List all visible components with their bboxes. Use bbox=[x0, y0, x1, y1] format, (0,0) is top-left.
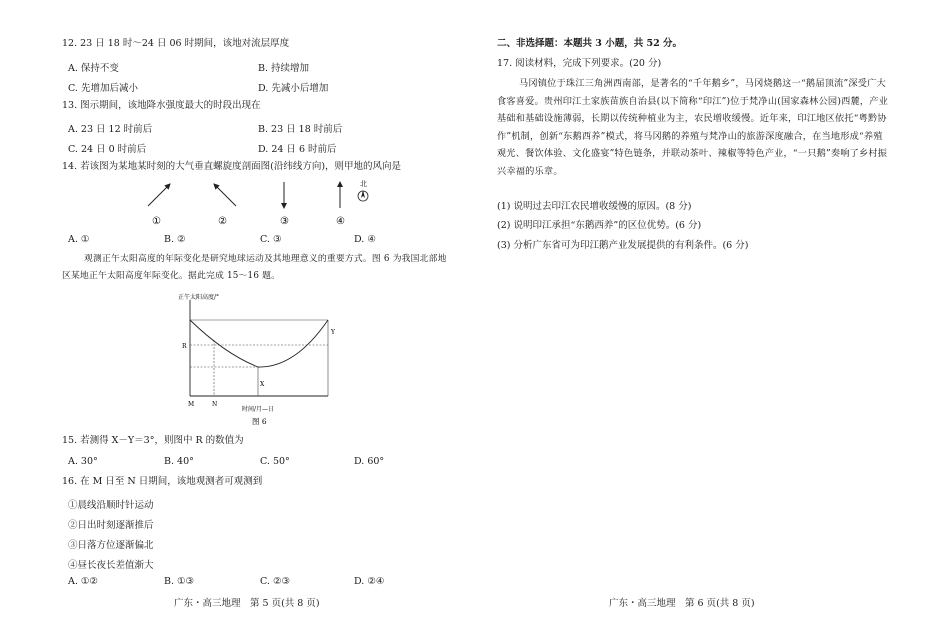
q13-option-c[interactable]: C. 24 日 0 时前后 bbox=[68, 144, 147, 155]
arrow-label-2: ② bbox=[218, 216, 227, 227]
solar-altitude-curve bbox=[190, 320, 328, 367]
q17-subquestion-1: (1) 说明过去印江农民增收缓慢的原因。(8 分) bbox=[497, 201, 692, 212]
q17-subquestion-3: (3) 分析广东省可为印江鹅产业发展提供的有利条件。(6 分) bbox=[497, 240, 749, 251]
q13-stem: 13. 图示期间，该地降水强度最大的时段出现在 bbox=[62, 100, 261, 111]
label-r: R bbox=[182, 343, 187, 350]
label-y: Y bbox=[331, 329, 335, 336]
arrow-1 bbox=[148, 184, 170, 206]
section-heading: 二、非选择题：本题共 3 小题，共 52 分。 bbox=[497, 38, 683, 49]
q15-option-c[interactable]: C. 50° bbox=[260, 456, 290, 467]
q16-item-4: ④昼长夜长差值渐大 bbox=[68, 560, 154, 571]
compass-icon bbox=[358, 190, 368, 201]
left-page-footer: 广东・高三地理 第 5 页(共 8 页) bbox=[174, 598, 320, 609]
q15-option-b[interactable]: B. 40° bbox=[164, 456, 194, 467]
q15-option-d[interactable]: D. 60° bbox=[354, 456, 385, 467]
q16-option-c[interactable]: C. ②③ bbox=[260, 576, 291, 587]
figure-6-solar-altitude-chart bbox=[170, 290, 400, 430]
q13-option-a[interactable]: A. 23 日 12 时前后 bbox=[68, 124, 153, 135]
q16-item-1: ①晨线沿顺时针运动 bbox=[68, 500, 154, 511]
figure-ylabel: 正午太阳高度/° bbox=[178, 294, 220, 301]
q12-option-a[interactable]: A. 保持不变 bbox=[68, 63, 119, 74]
q17-stem: 17. 阅读材料，完成下列要求。(20 分) bbox=[497, 58, 662, 69]
q16-item-2: ②日出时刻逐渐推后 bbox=[68, 520, 154, 531]
q16-option-a[interactable]: A. ①② bbox=[68, 576, 98, 587]
q16-item-3: ③日落方位逐渐偏北 bbox=[68, 540, 154, 551]
figure-caption: 图 6 bbox=[252, 417, 267, 426]
q15-16-intro: 观测正午太阳高度的年际变化是研究地球运动及其地理意义的重要方式。图 6 为我国北部地区某地正午太阳高度年际变化。据此完成 15～16 题。 bbox=[62, 254, 447, 281]
q14-option-a[interactable]: A. ① bbox=[68, 234, 90, 245]
arrow-2 bbox=[214, 184, 236, 206]
q13-option-b[interactable]: B. 23 日 18 时前后 bbox=[258, 124, 343, 135]
q15-stem: 15. 若测得 X－Y＝3°，则图中 R 的数值为 bbox=[62, 435, 244, 446]
label-n: N bbox=[212, 401, 218, 408]
arrow-label-1: ① bbox=[152, 216, 161, 227]
arrow-label-4: ④ bbox=[336, 216, 345, 227]
q12-option-b[interactable]: B. 持续增加 bbox=[258, 63, 310, 74]
q16-stem: 16. 在 M 日至 N 日期间，该地观测者可观测到 bbox=[62, 476, 263, 487]
q16-option-d[interactable]: D. ②④ bbox=[354, 576, 385, 587]
label-m: M bbox=[188, 401, 195, 408]
arrow-label-3: ③ bbox=[280, 216, 289, 227]
q12-option-d[interactable]: D. 先减小后增加 bbox=[258, 83, 329, 94]
label-x: X bbox=[260, 381, 265, 388]
q15-option-a[interactable]: A. 30° bbox=[68, 456, 98, 467]
q17-subquestion-2: (2) 说明印江承担“东鹅西养”的区位优势。(6 分) bbox=[497, 220, 702, 231]
q13-option-d[interactable]: D. 24 日 6 时前后 bbox=[258, 144, 337, 155]
figure-xlabel: 时间/月—日 bbox=[242, 406, 275, 413]
q14-option-d[interactable]: D. ④ bbox=[354, 234, 376, 245]
q16-option-b[interactable]: B. ①③ bbox=[164, 576, 195, 587]
right-page-footer: 广东・高三地理 第 6 页(共 8 页) bbox=[609, 598, 755, 609]
q14-option-b[interactable]: B. ② bbox=[164, 234, 186, 245]
q12-stem: 12. 23 日 18 时～24 日 06 时期间，该地对流层厚度 bbox=[62, 38, 290, 49]
north-label: 北 bbox=[360, 180, 367, 188]
q14-wind-arrows-figure bbox=[132, 174, 392, 230]
q14-option-c[interactable]: C. ③ bbox=[260, 234, 282, 245]
q12-option-c[interactable]: C. 先增加后减小 bbox=[68, 83, 138, 94]
q17-material: 马冈镇位于珠江三角洲西南部，是著名的“千年鹅乡”，马冈烧鹅这一“鹅届顶流”深受广大食客喜爱。贵州印江土家族苗族自治县(以下简称“印江”)位于梵净山(国家森林公园)西麓，产业基础和基础设施薄弱，长期以传统种植业为主，农民增收缓慢。近年来，印江地区依托“粤黔协作”机制，创新“东鹅西养”模式，将马冈鹅的养殖与梵净山的旅游深度融合，在当地形成“养殖观光、餐饮体验、文化盛宴”特色链条，并联动茶叶、辣椒等特色产业，“一只鹅”奏响了乡村振兴幸福的乐章。 bbox=[497, 78, 889, 177]
q14-stem: 14. 若该图为某地某时刻的大气垂直螺旋度剖面图(沿纬线方向)，则甲地的风向是 bbox=[62, 161, 402, 172]
